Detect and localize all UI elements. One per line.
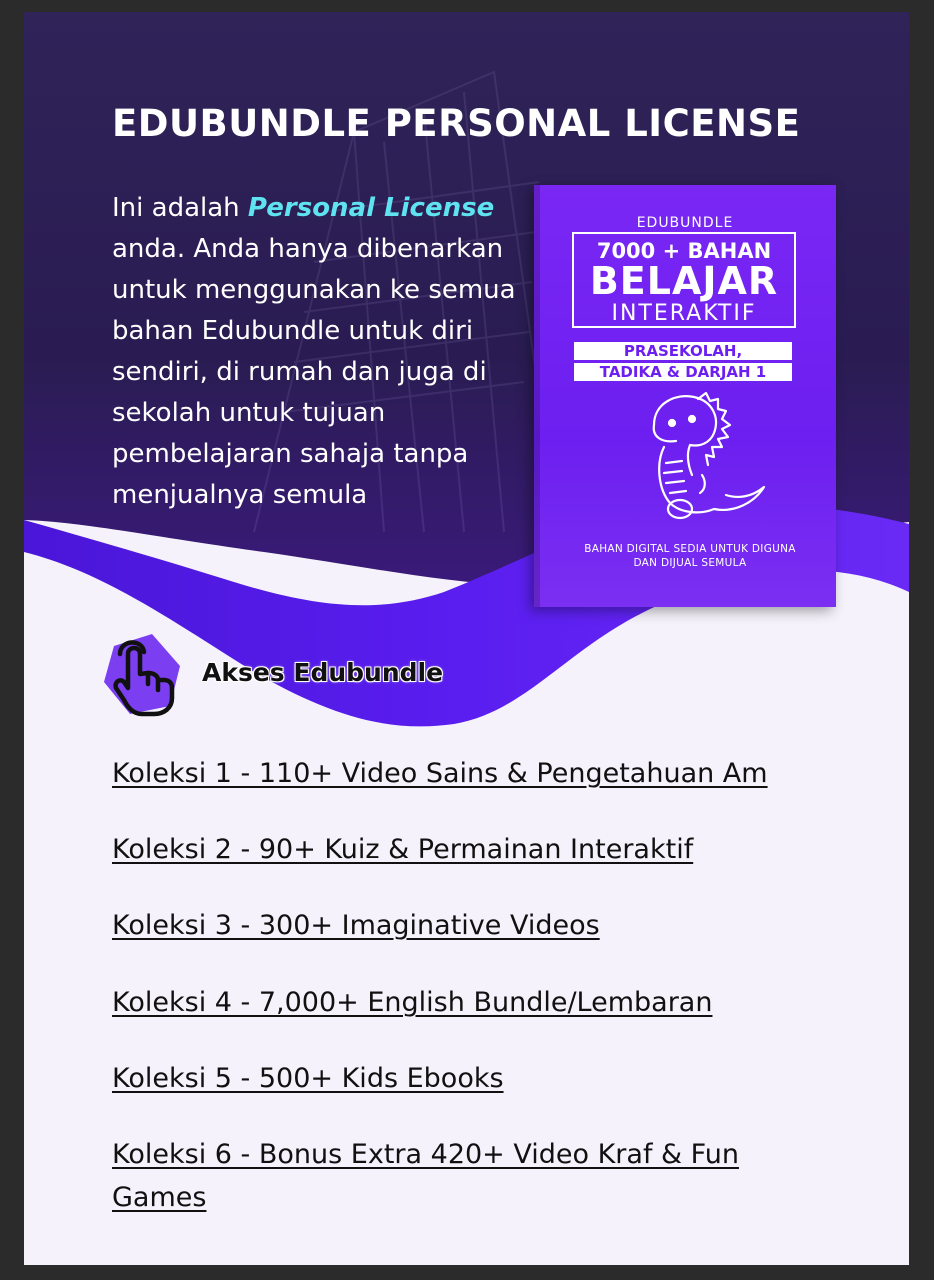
collection-link-6[interactable]: Koleksi 6 - Bonus Extra 420+ Video Kraf & Fun Games (112, 1139, 739, 1213)
pointing-hand-icon (102, 628, 186, 718)
book-footer (544, 542, 836, 570)
book-cover-image (534, 185, 836, 607)
book-footer-line1: BAHAN DIGITAL SEDIA UNTUK DIGUNA (584, 543, 796, 555)
dinosaur-icon (614, 385, 774, 530)
license-intro (112, 188, 522, 516)
list-item (112, 752, 768, 795)
book-title-line2: BELAJAR (589, 259, 779, 303)
collection-link-1[interactable]: Koleksi 1 - 110+ Video Sains & Pengetahuan Am (112, 758, 768, 789)
list-item (112, 981, 712, 1024)
book-band-level: PRASEKOLAH, (574, 342, 792, 360)
list-item (112, 828, 693, 871)
collection-link-3[interactable]: Koleksi 3 - 300+ Imaginative Videos (112, 910, 600, 941)
page-title: EDUBUNDLE PERSONAL LICENSE (112, 102, 801, 145)
license-page (24, 12, 909, 1265)
intro-text-start: Ini adalah (112, 193, 248, 223)
collection-link-5[interactable]: Koleksi 5 - 500+ Kids Ebooks (112, 1063, 504, 1094)
personal-license-emphasis: Personal License (247, 193, 495, 223)
book-footer-line2: DAN DIJUAL SEMULA (633, 557, 747, 569)
list-item (112, 904, 600, 947)
intro-text-end: anda. Anda hanya dibenarkan untuk menggunakan ke semua bahan Edubundle untuk diri sendiri, di rumah dan juga di sekolah untuk tujuan pembelajaran sahaja tanpa menjualnya semula (112, 234, 516, 510)
book-brand: EDUBUNDLE (636, 215, 734, 231)
list-item (112, 1057, 504, 1100)
collection-link-2[interactable]: Koleksi 2 - 90+ Kuiz & Permainan Interaktif (112, 834, 694, 865)
book-spine (534, 185, 540, 607)
list-item (112, 1133, 832, 1219)
access-label: Akses Edubundle (202, 658, 444, 687)
collection-link-4[interactable]: Koleksi 4 - 7,000+ English Bundle/Lembaran (112, 987, 713, 1018)
book-title-line1: 7000 + BAHAN (596, 239, 772, 263)
access-section-header (102, 628, 502, 718)
book-title-line3: INTERAKTIF (611, 301, 757, 326)
book-band-grades: TADIKA & DARJAH 1 (574, 363, 792, 381)
book-title-box (572, 232, 796, 328)
